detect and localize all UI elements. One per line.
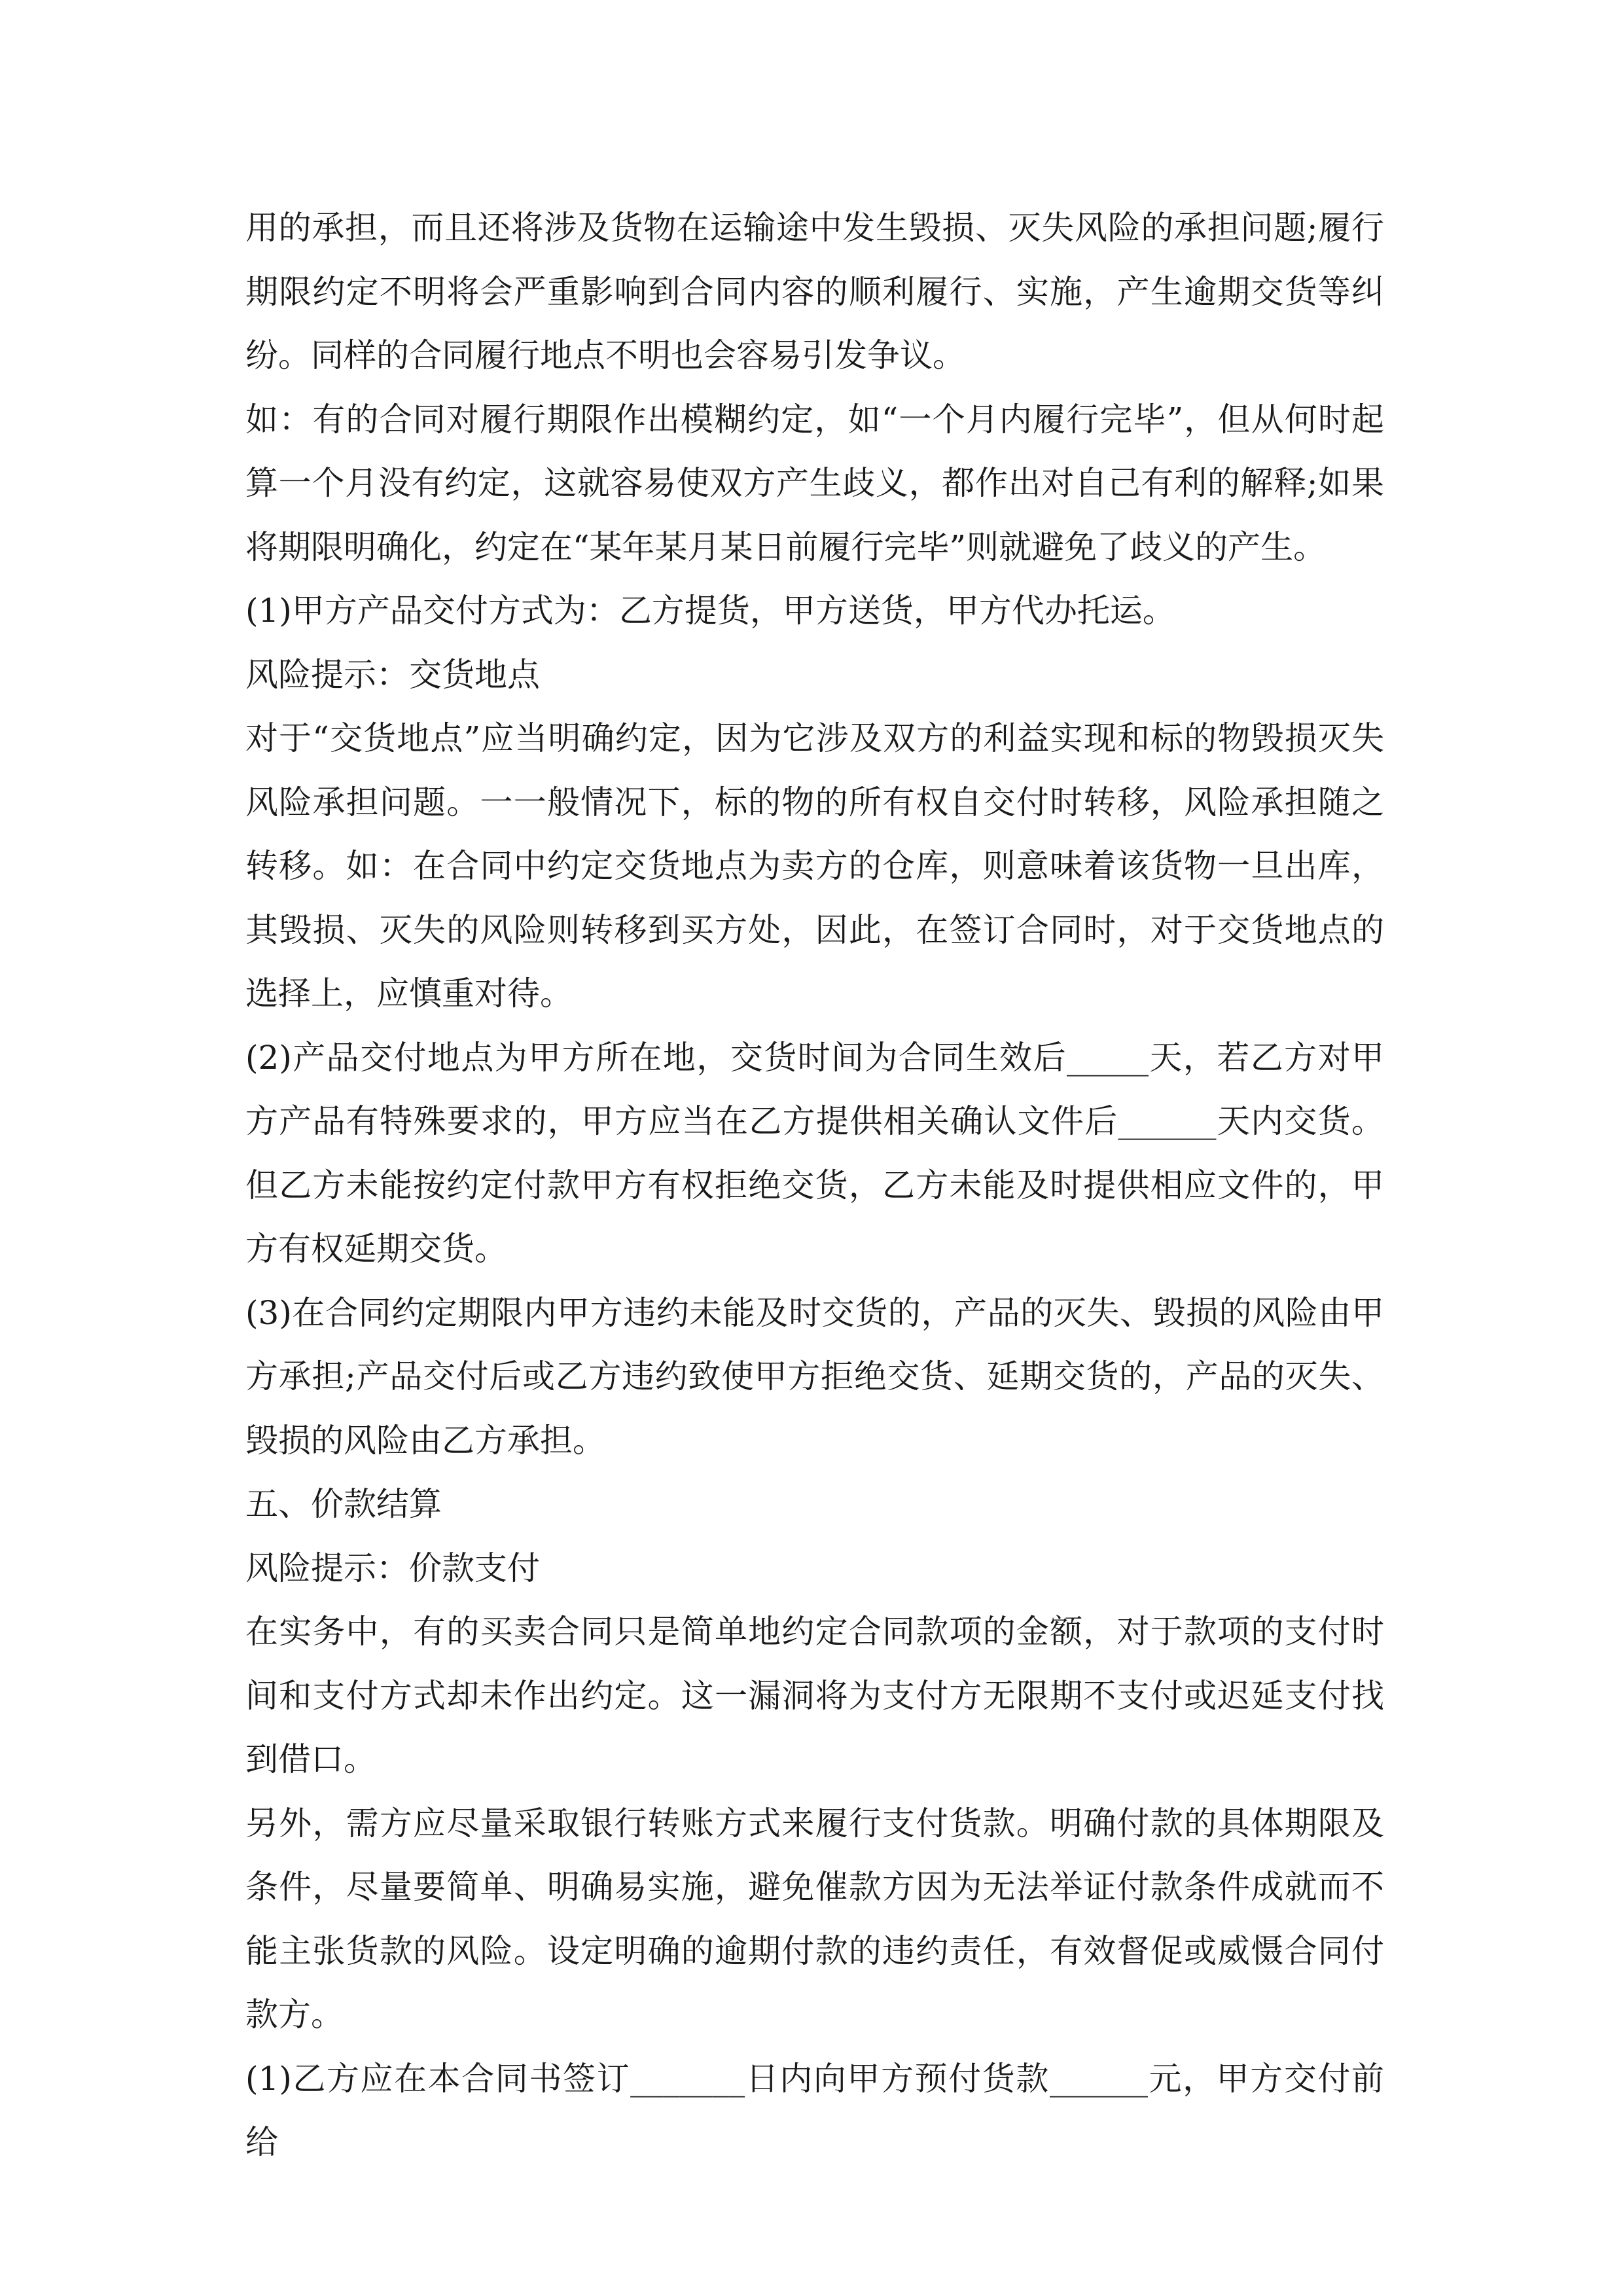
paragraph-risk-tip-payment: 风险提示：价款支付 [245,1549,540,1587]
paragraph-payment-practice: 在实务中，有的买卖合同只是简单地约定合同款项的金额，对于款项的支付时间和支付方式却未作出约定。这一漏洞将为支付方无限期不支付或迟延支付找到借口。 [245,1613,1384,1778]
document-body [245,196,1384,2175]
paragraph-delivery-place-explanation: 对于“交货地点”应当明确约定，因为它涉及双方的利益实现和标的物毁损灭失风险承担问题。一一般情况下，标的物的所有权自交付时转移，风险承担随之转移。如：在合同中约定交货地点为卖方的仓库，则意味着该货物一旦出库，其毁损、灭失的风险则转移到买方处，因此，在签订合同时，对于交货地点的选择上，应慎重对待。 [245,719,1384,1013]
paragraph-risk-allocation-clause: (3)在合同约定期限内甲方违约未能及时交货的，产品的灭失、毁损的风险由甲方承担;产品交付后或乙方违约致使甲方拒绝交货、延期交货的，产品的灭失、毁损的风险由乙方承担。 [245,1293,1384,1460]
paragraph-delivery-place-clause: (2)产品交付地点为甲方所在地，交货时间为合同生效后_____天，若乙方对甲方产品有特殊要求的，甲方应当在乙方提供相关确认文件后______天内交货。但乙方未能按约定付款甲方有权拒绝交货，乙方未能及时提供相应文件的，甲方有权延期交货。 [245,1038,1384,1268]
paragraph-delivery-risk-intro: 用的承担，而且还将涉及货物在运输途中发生毁损、灭失风险的承担问题;履行期限约定不明将会严重影响到合同内容的顺利履行、实施，产生逾期交货等纠纷。同样的合同履行地点不明也会容易引发争议。 [245,209,1384,374]
paragraph-term-example: 如：有的合同对履行期限作出模糊约定，如“一个月内履行完毕”，但从何时起算一个月没有约定，这就容易使双方产生歧义，都作出对自己有利的解释;如果将期限明确化，约定在“某年某月某日前履行完毕”则就避免了歧义的产生。 [245,400,1384,566]
paragraph-prepayment-clause: (1)乙方应在本合同书签订_______日内向甲方预付货款______元，甲方交付前给 [245,2059,1384,2161]
paragraph-payment-advice: 另外，需方应尽量采取银行转账方式来履行支付货款。明确付款的具体期限及条件，尽量要简单、明确易实施，避免催款方因为无法举证付款条件成就而不能主张货款的风险。设定明确的逾期付款的违约责任，有效督促或威慑合同付款方。 [245,1804,1384,2034]
paragraph-delivery-method: (1)甲方产品交付方式为：乙方提货，甲方送货，甲方代办托运。 [245,592,1175,630]
paragraph-risk-tip-delivery-place: 风险提示：交货地点 [245,655,540,694]
section-heading-price-settlement: 五、价款结算 [245,1485,442,1523]
